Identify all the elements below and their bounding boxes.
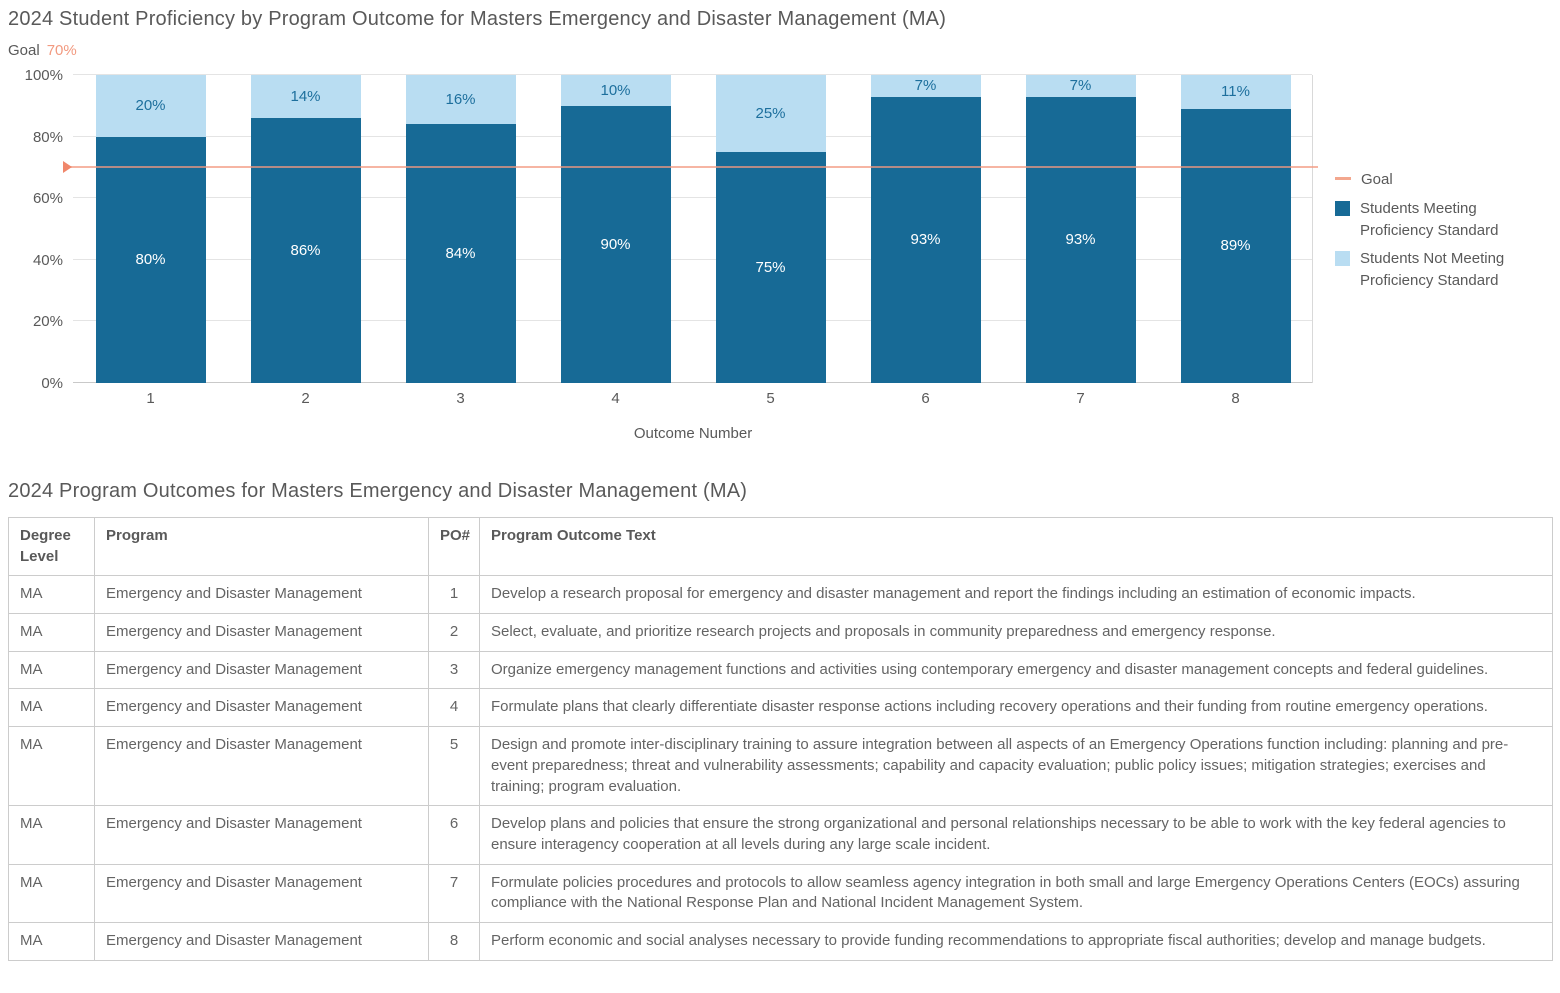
table-row	[9, 727, 1553, 806]
table-row	[9, 922, 1553, 960]
legend-label: Goal	[1361, 171, 1393, 188]
not-meeting-value-label: 25%	[755, 105, 786, 122]
po-number-cell: 2	[429, 614, 480, 652]
degree-level-cell: MA	[9, 576, 95, 614]
legend-label: Students Meeting Proficiency Standard	[1360, 199, 1499, 239]
bar-outcome-2[interactable]	[251, 75, 361, 383]
bar-segment-not-meeting[interactable]	[716, 75, 826, 152]
goal-value: 70%	[46, 42, 77, 59]
po-number-cell: 6	[429, 806, 480, 864]
bar-segment-meeting[interactable]	[96, 137, 206, 383]
table-header-row	[9, 518, 1553, 576]
outcome-text-cell: Select, evaluate, and prioritize research projects and proposals in community preparedness and emergency response.	[480, 614, 1553, 652]
outcome-text-cell: Perform economic and social analyses necessary to provide funding recommendations to appropriate fiscal authorities; develop and manage budgets.	[480, 922, 1553, 960]
meeting-value-label: 93%	[1065, 231, 1096, 249]
not-meeting-value-label: 7%	[914, 77, 937, 95]
x-tick-label-7: 7	[1076, 390, 1085, 407]
po-number-cell: 8	[429, 922, 480, 960]
legend-label: Students Not Meeting Proficiency Standard	[1360, 250, 1505, 289]
x-tick-label-2: 2	[301, 390, 310, 407]
po-number-cell: 7	[429, 864, 480, 922]
y-tick-label-40: 40%	[32, 251, 63, 269]
bar-segment-not-meeting[interactable]	[561, 75, 671, 106]
column-header-program: Program	[95, 518, 429, 576]
column-header-degree-level: Degree Level	[9, 518, 95, 576]
bar-outcome-7[interactable]	[1026, 75, 1136, 383]
bar-outcome-1[interactable]	[96, 75, 206, 383]
po-number-cell: 4	[429, 689, 480, 727]
program-cell: Emergency and Disaster Management	[95, 864, 429, 922]
outcome-text-cell: Organize emergency management functions and activities using contemporary emergency and disaster management concepts and federal guidelines.	[480, 651, 1553, 689]
bar-segment-meeting[interactable]	[406, 124, 516, 383]
legend-square-swatch	[1335, 251, 1350, 266]
bar-outcome-8[interactable]	[1181, 75, 1291, 383]
not-meeting-value-label: 10%	[600, 81, 631, 99]
bar-segment-not-meeting[interactable]	[1181, 75, 1291, 109]
not-meeting-value-label: 14%	[290, 88, 321, 106]
bar-segment-meeting[interactable]	[1181, 109, 1291, 383]
table-row	[9, 651, 1553, 689]
x-tick-label-3: 3	[456, 390, 465, 407]
po-number-cell: 1	[429, 576, 480, 614]
outcome-text-cell: Formulate policies procedures and protocols to allow seamless agency integration in both small and large Emergency Operations Centers (EOCs) assuring compliance with the National Response Plan and National Incident Management System.	[480, 864, 1553, 922]
degree-level-cell: MA	[9, 922, 95, 960]
goal-indicator	[8, 42, 1560, 59]
program-cell: Emergency and Disaster Management	[95, 689, 429, 727]
chart-legend	[1335, 169, 1547, 292]
outcome-text-cell: Formulate plans that clearly differentiate disaster response actions including recovery operations and their funding from routine emergency operations.	[480, 689, 1553, 727]
bar-segment-meeting[interactable]	[1026, 97, 1136, 383]
table-row	[9, 614, 1553, 652]
bar-outcome-4[interactable]	[561, 75, 671, 383]
bar-chart-plot-area	[24, 67, 1313, 392]
goal-label: Goal	[8, 42, 40, 59]
column-header-po-number: PO#	[429, 518, 480, 576]
table-header	[9, 518, 1553, 576]
meeting-value-label: 75%	[755, 259, 786, 276]
table-row	[9, 576, 1553, 614]
bar-outcome-3[interactable]	[406, 75, 516, 383]
x-tick-label-6: 6	[921, 390, 930, 407]
program-cell: Emergency and Disaster Management	[95, 922, 429, 960]
program-cell: Emergency and Disaster Management	[95, 651, 429, 689]
column-header-outcome-text: Program Outcome Text	[480, 518, 1553, 576]
bar-segment-meeting[interactable]	[716, 152, 826, 383]
not-meeting-value-label: 20%	[135, 97, 166, 115]
bar-segment-not-meeting[interactable]	[871, 75, 981, 97]
program-cell: Emergency and Disaster Management	[95, 727, 429, 806]
proficiency-chart-section	[8, 8, 1560, 442]
x-tick-label-4: 4	[611, 390, 620, 407]
meeting-value-label: 86%	[290, 242, 321, 260]
bar-segment-meeting[interactable]	[251, 118, 361, 383]
program-outcomes-section	[8, 480, 1560, 961]
meeting-value-label: 93%	[910, 231, 941, 249]
table-row	[9, 689, 1553, 727]
degree-level-cell: MA	[9, 727, 95, 806]
table-row	[9, 864, 1553, 922]
legend-item-not-meeting[interactable]	[1335, 248, 1547, 292]
outcome-text-cell: Develop plans and policies that ensure the strong organizational and personal relationships necessary to be able to work with the key federal agencies to ensure interagency cooperation at all levels during any large scale incident.	[480, 806, 1553, 864]
y-tick-label-20: 20%	[32, 313, 63, 331]
program-cell: Emergency and Disaster Management	[95, 806, 429, 864]
legend-item-goal[interactable]	[1335, 169, 1547, 191]
bar-segment-not-meeting[interactable]	[406, 75, 516, 124]
program-cell: Emergency and Disaster Management	[95, 576, 429, 614]
bar-outcome-5[interactable]	[716, 75, 826, 383]
chart-title: 2024 Student Proficiency by Program Outcome for Masters Emergency and Disaster Management (MA)	[8, 8, 947, 30]
x-tick-label-5: 5	[766, 390, 775, 407]
degree-level-cell: MA	[9, 689, 95, 727]
y-tick-label-0: 0%	[41, 375, 63, 392]
meeting-value-label: 84%	[445, 245, 476, 263]
x-axis	[73, 390, 1313, 412]
y-tick-label-100: 100%	[24, 67, 63, 84]
program-cell: Emergency and Disaster Management	[95, 614, 429, 652]
y-tick-label-60: 60%	[32, 190, 63, 208]
outcome-text-cell: Design and promote inter-disciplinary training to assure integration between all aspects of an Emergency Operations function including: planning and pre-event preparedness; threat and vulnerability assessments; capability and capacity evaluation; public policy issues; mitigation strategies; exercises and training; program evaluation.	[480, 727, 1553, 806]
program-outcomes-table	[8, 517, 1553, 961]
legend-square-swatch	[1335, 201, 1350, 216]
bar-outcome-6[interactable]	[871, 75, 981, 383]
bar-segment-meeting[interactable]	[561, 106, 671, 383]
bar-segment-not-meeting[interactable]	[96, 75, 206, 137]
meeting-value-label: 90%	[600, 235, 631, 253]
meeting-value-label: 89%	[1220, 237, 1251, 255]
bar-segment-not-meeting[interactable]	[1026, 75, 1136, 97]
meeting-value-label: 80%	[135, 251, 166, 269]
bar-segment-not-meeting[interactable]	[251, 75, 361, 118]
table-body	[9, 576, 1553, 960]
po-number-cell: 5	[429, 727, 480, 806]
degree-level-cell: MA	[9, 614, 95, 652]
x-tick-label-8: 8	[1231, 390, 1240, 407]
x-axis-title: Outcome Number	[633, 425, 753, 442]
table-row	[9, 806, 1553, 864]
legend-line-swatch	[1335, 177, 1351, 180]
not-meeting-value-label: 16%	[445, 91, 476, 109]
y-tick-label-80: 80%	[32, 128, 63, 146]
po-number-cell: 3	[429, 651, 480, 689]
not-meeting-value-label: 11%	[1221, 83, 1250, 101]
not-meeting-value-label: 7%	[1069, 77, 1092, 95]
legend-item-meeting[interactable]	[1335, 198, 1547, 242]
bar-segment-meeting[interactable]	[871, 97, 981, 383]
goal-reference-line	[68, 166, 1318, 168]
degree-level-cell: MA	[9, 864, 95, 922]
x-tick-label-1: 1	[146, 390, 155, 407]
goal-arrow-marker	[63, 161, 72, 173]
table-title: 2024 Program Outcomes for Masters Emergency and Disaster Management (MA)	[8, 480, 748, 502]
outcome-text-cell: Develop a research proposal for emergency and disaster management and report the findings including an estimation of economic impacts.	[480, 576, 1553, 614]
degree-level-cell: MA	[9, 651, 95, 689]
bar-chart	[8, 67, 1560, 442]
degree-level-cell: MA	[9, 806, 95, 864]
